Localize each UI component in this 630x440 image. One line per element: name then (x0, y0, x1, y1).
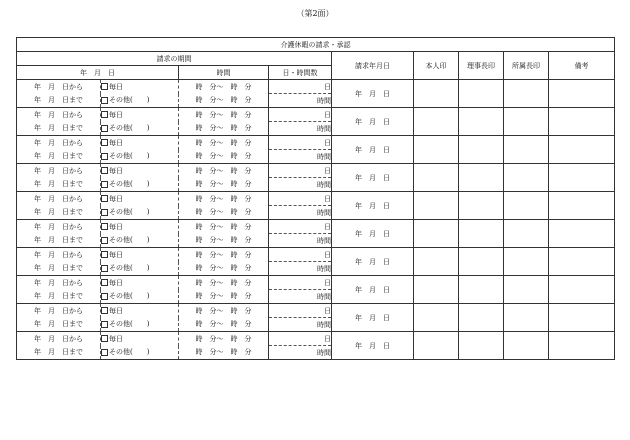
checkbox-daily[interactable] (101, 223, 108, 230)
checkbox-other[interactable] (101, 237, 108, 244)
unit-day: 日 (324, 278, 331, 287)
option-daily[interactable] (101, 192, 179, 206)
seal-director-cell[interactable] (459, 164, 504, 192)
option-other[interactable] (101, 234, 179, 248)
option-daily-label: 毎日 (109, 194, 123, 203)
seal-director-cell[interactable] (459, 136, 504, 164)
period-row-top (17, 220, 615, 234)
time-range-top[interactable]: 時 分～ 時 分 (179, 304, 269, 318)
option-other-label: その他( ) (109, 180, 150, 189)
ymd-header: 年 月 日 (17, 66, 179, 80)
to-date-field[interactable]: 年 月 日まで (17, 206, 101, 220)
request-date-field[interactable]: 年 月 日 (332, 108, 414, 136)
days-field[interactable] (269, 248, 332, 262)
seal-self-cell[interactable] (414, 108, 459, 136)
option-daily[interactable] (101, 248, 179, 262)
option-daily-label: 毎日 (109, 334, 123, 343)
option-other[interactable] (101, 94, 179, 108)
section-title: 介護休暇の請求・承認 (17, 38, 615, 52)
option-daily[interactable] (101, 220, 179, 234)
seal-director-cell[interactable] (459, 276, 504, 304)
days-hours-header: 日・時間数 (269, 66, 332, 80)
period-row-top (17, 80, 615, 94)
seal-manager-header: 所属長印 (504, 52, 549, 80)
option-other-label: その他( ) (109, 348, 150, 357)
option-daily-label: 毎日 (109, 166, 123, 175)
hours-field[interactable] (269, 290, 332, 304)
option-daily-label: 毎日 (109, 138, 123, 147)
to-date-field[interactable]: 年 月 日まで (17, 234, 101, 248)
seal-director-cell[interactable] (459, 248, 504, 276)
from-date-field[interactable]: 年 月 日から (17, 108, 101, 122)
option-daily-label: 毎日 (109, 222, 123, 231)
checkbox-other[interactable] (101, 209, 108, 216)
seal-self-cell[interactable] (414, 136, 459, 164)
unit-day: 日 (324, 166, 331, 175)
remarks-cell[interactable] (549, 108, 615, 136)
option-other[interactable] (101, 262, 179, 276)
time-range-top[interactable]: 時 分～ 時 分 (179, 248, 269, 262)
days-field[interactable] (269, 80, 332, 94)
seal-director-header: 理事長印 (459, 52, 504, 80)
seal-director-cell[interactable] (459, 304, 504, 332)
seal-manager-cell[interactable] (504, 304, 549, 332)
time-range-bottom[interactable]: 時 分～ 時 分 (179, 150, 269, 164)
checkbox-other[interactable] (101, 153, 108, 160)
request-date-field[interactable]: 年 月 日 (332, 304, 414, 332)
option-daily-label: 毎日 (109, 110, 123, 119)
seal-self-cell[interactable] (414, 332, 459, 360)
seal-manager-cell[interactable] (504, 220, 549, 248)
from-date-field[interactable]: 年 月 日から (17, 332, 101, 346)
time-range-top[interactable]: 時 分～ 時 分 (179, 192, 269, 206)
seal-manager-cell[interactable] (504, 80, 549, 108)
request-date-field[interactable]: 年 月 日 (332, 192, 414, 220)
unit-hours: 時間 (317, 320, 331, 329)
remarks-cell[interactable] (549, 164, 615, 192)
period-row-top (17, 304, 615, 318)
to-date-field[interactable]: 年 月 日まで (17, 318, 101, 332)
seal-manager-cell[interactable] (504, 248, 549, 276)
to-date-field[interactable]: 年 月 日まで (17, 178, 101, 192)
seal-director-cell[interactable] (459, 220, 504, 248)
period-row-top (17, 164, 615, 178)
to-date-field[interactable]: 年 月 日まで (17, 150, 101, 164)
unit-hours: 時間 (317, 96, 331, 105)
page-label: （第2面） (296, 9, 334, 18)
from-date-field[interactable]: 年 月 日から (17, 136, 101, 150)
seal-director-cell[interactable] (459, 80, 504, 108)
from-date-field[interactable]: 年 月 日から (17, 164, 101, 178)
hours-field[interactable] (269, 346, 332, 360)
unit-hours: 時間 (317, 124, 331, 133)
seal-director-cell[interactable] (459, 332, 504, 360)
days-field[interactable] (269, 276, 332, 290)
seal-manager-cell[interactable] (504, 276, 549, 304)
days-field[interactable] (269, 304, 332, 318)
unit-day: 日 (324, 110, 331, 119)
hours-field[interactable] (269, 206, 332, 220)
hours-field[interactable] (269, 234, 332, 248)
option-daily[interactable] (101, 108, 179, 122)
to-date-field[interactable]: 年 月 日まで (17, 94, 101, 108)
unit-day: 日 (324, 334, 331, 343)
time-range-bottom[interactable]: 時 分～ 時 分 (179, 290, 269, 304)
option-other[interactable] (101, 178, 179, 192)
period-row-top (17, 192, 615, 206)
from-date-field[interactable]: 年 月 日から (17, 220, 101, 234)
period-row-top (17, 136, 615, 150)
remarks-cell[interactable] (549, 248, 615, 276)
option-other-label: その他( ) (109, 208, 150, 217)
checkbox-daily[interactable] (101, 335, 108, 342)
days-field[interactable] (269, 164, 332, 178)
request-date-field[interactable]: 年 月 日 (332, 80, 414, 108)
time-range-bottom[interactable]: 時 分～ 時 分 (179, 206, 269, 220)
unit-day: 日 (324, 138, 331, 147)
option-daily[interactable] (101, 276, 179, 290)
period-row-top (17, 332, 615, 346)
remarks-cell[interactable] (549, 304, 615, 332)
time-range-top[interactable]: 時 分～ 時 分 (179, 276, 269, 290)
remarks-cell[interactable] (549, 192, 615, 220)
remarks-cell[interactable] (549, 80, 615, 108)
option-other-label: その他( ) (109, 96, 150, 105)
request-date-field[interactable]: 年 月 日 (332, 220, 414, 248)
checkbox-daily[interactable] (101, 279, 108, 286)
seal-self-cell[interactable] (414, 248, 459, 276)
checkbox-daily[interactable] (101, 167, 108, 174)
checkbox-other[interactable] (101, 97, 108, 104)
request-date-field[interactable]: 年 月 日 (332, 248, 414, 276)
hours-field[interactable] (269, 150, 332, 164)
option-other-label: その他( ) (109, 124, 150, 133)
time-range-bottom[interactable]: 時 分～ 時 分 (179, 178, 269, 192)
seal-self-cell[interactable] (414, 276, 459, 304)
from-date-field[interactable]: 年 月 日から (17, 192, 101, 206)
option-other[interactable] (101, 122, 179, 136)
seal-manager-cell[interactable] (504, 332, 549, 360)
time-range-bottom[interactable]: 時 分～ 時 分 (179, 234, 269, 248)
option-other[interactable] (101, 318, 179, 332)
request-date-field[interactable]: 年 月 日 (332, 136, 414, 164)
option-other[interactable] (101, 150, 179, 164)
remarks-cell[interactable] (549, 276, 615, 304)
checkbox-daily[interactable] (101, 111, 108, 118)
seal-director-cell[interactable] (459, 192, 504, 220)
seal-self-cell[interactable] (414, 192, 459, 220)
unit-hours: 時間 (317, 264, 331, 273)
hours-field[interactable] (269, 318, 332, 332)
option-other-label: その他( ) (109, 264, 150, 273)
checkbox-daily[interactable] (101, 195, 108, 202)
time-header: 時間 (179, 66, 269, 80)
option-daily[interactable] (101, 332, 179, 346)
option-daily[interactable] (101, 304, 179, 318)
unit-hours: 時間 (317, 180, 331, 189)
option-other-label: その他( ) (109, 236, 150, 245)
time-range-top[interactable]: 時 分～ 時 分 (179, 220, 269, 234)
checkbox-daily[interactable] (101, 251, 108, 258)
unit-hours: 時間 (317, 236, 331, 245)
seal-self-cell[interactable] (414, 164, 459, 192)
time-range-top[interactable]: 時 分～ 時 分 (179, 136, 269, 150)
from-date-field[interactable]: 年 月 日から (17, 304, 101, 318)
time-range-top[interactable]: 時 分～ 時 分 (179, 332, 269, 346)
seal-manager-cell[interactable] (504, 108, 549, 136)
option-other-label: その他( ) (109, 292, 150, 301)
period-group-header: 請求の期間 (17, 52, 332, 66)
leave-request-table (16, 37, 615, 360)
option-daily-label: 毎日 (109, 278, 123, 287)
from-date-field[interactable]: 年 月 日から (17, 80, 101, 94)
checkbox-other[interactable] (101, 125, 108, 132)
time-range-top[interactable]: 時 分～ 時 分 (179, 108, 269, 122)
checkbox-other[interactable] (101, 293, 108, 300)
hours-field[interactable] (269, 262, 332, 276)
remarks-cell[interactable] (549, 220, 615, 248)
days-field[interactable] (269, 108, 332, 122)
option-other-label: その他( ) (109, 152, 150, 161)
option-other[interactable] (101, 346, 179, 360)
unit-hours: 時間 (317, 152, 331, 161)
unit-day: 日 (324, 194, 331, 203)
time-range-top[interactable]: 時 分～ 時 分 (179, 164, 269, 178)
seal-manager-cell[interactable] (504, 164, 549, 192)
hours-field[interactable] (269, 94, 332, 108)
seal-manager-cell[interactable] (504, 192, 549, 220)
days-field[interactable] (269, 136, 332, 150)
checkbox-daily[interactable] (101, 307, 108, 314)
time-range-bottom[interactable]: 時 分～ 時 分 (179, 346, 269, 360)
remarks-cell[interactable] (549, 332, 615, 360)
request-date-header: 請求年月日 (332, 52, 414, 80)
checkbox-other[interactable] (101, 349, 108, 356)
option-other[interactable] (101, 206, 179, 220)
seal-self-header: 本人印 (414, 52, 459, 80)
period-row-top (17, 248, 615, 262)
hours-field[interactable] (269, 122, 332, 136)
time-range-bottom[interactable]: 時 分～ 時 分 (179, 122, 269, 136)
request-date-field[interactable]: 年 月 日 (332, 164, 414, 192)
seal-director-cell[interactable] (459, 108, 504, 136)
seal-self-cell[interactable] (414, 304, 459, 332)
time-range-bottom[interactable]: 時 分～ 時 分 (179, 94, 269, 108)
unit-day: 日 (324, 250, 331, 259)
from-date-field[interactable]: 年 月 日から (17, 276, 101, 290)
days-field[interactable] (269, 192, 332, 206)
seal-manager-cell[interactable] (504, 136, 549, 164)
seal-self-cell[interactable] (414, 80, 459, 108)
checkbox-other[interactable] (101, 181, 108, 188)
option-daily-label: 毎日 (109, 306, 123, 315)
time-range-bottom[interactable]: 時 分～ 時 分 (179, 318, 269, 332)
to-date-field[interactable]: 年 月 日まで (17, 262, 101, 276)
days-field[interactable] (269, 332, 332, 346)
to-date-field[interactable]: 年 月 日まで (17, 290, 101, 304)
period-row-top (17, 108, 615, 122)
unit-day: 日 (324, 222, 331, 231)
option-other-label: その他( ) (109, 320, 150, 329)
period-row-top (17, 276, 615, 290)
unit-hours: 時間 (317, 292, 331, 301)
checkbox-other[interactable] (101, 265, 108, 272)
from-date-field[interactable]: 年 月 日から (17, 248, 101, 262)
to-date-field[interactable]: 年 月 日まで (17, 122, 101, 136)
option-daily[interactable] (101, 164, 179, 178)
checkbox-daily[interactable] (101, 83, 108, 90)
to-date-field[interactable]: 年 月 日まで (17, 346, 101, 360)
request-date-field[interactable]: 年 月 日 (332, 276, 414, 304)
option-daily-label: 毎日 (109, 82, 123, 91)
time-range-bottom[interactable]: 時 分～ 時 分 (179, 262, 269, 276)
days-field[interactable] (269, 220, 332, 234)
hours-field[interactable] (269, 178, 332, 192)
remarks-header: 備考 (549, 52, 615, 80)
checkbox-other[interactable] (101, 321, 108, 328)
option-daily[interactable] (101, 136, 179, 150)
option-other[interactable] (101, 290, 179, 304)
option-daily-label: 毎日 (109, 250, 123, 259)
unit-day: 日 (324, 82, 331, 91)
time-range-top[interactable]: 時 分～ 時 分 (179, 80, 269, 94)
option-daily[interactable] (101, 80, 179, 94)
unit-hours: 時間 (317, 208, 331, 217)
period-rows (17, 80, 615, 360)
unit-hours: 時間 (317, 348, 331, 357)
request-date-field[interactable]: 年 月 日 (332, 332, 414, 360)
unit-day: 日 (324, 306, 331, 315)
checkbox-daily[interactable] (101, 139, 108, 146)
seal-self-cell[interactable] (414, 220, 459, 248)
remarks-cell[interactable] (549, 136, 615, 164)
